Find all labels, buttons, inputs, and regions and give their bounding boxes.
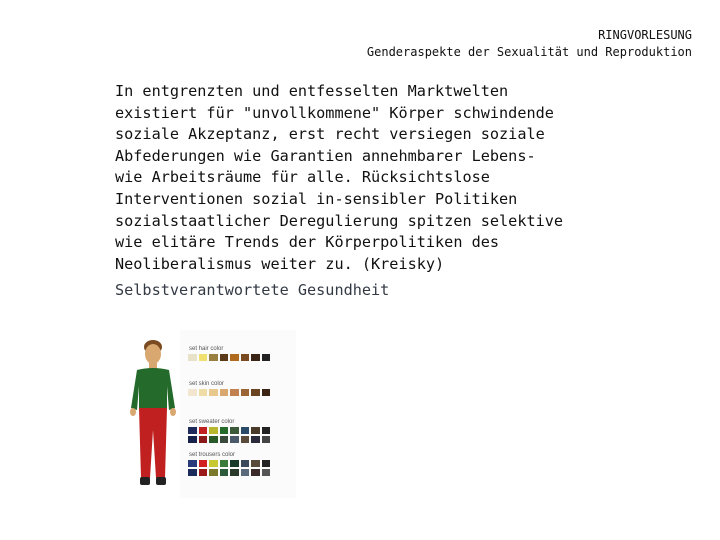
swatch [251,427,260,434]
swatch [188,460,197,467]
quote-line: Abfederungen wie Garantien annehmbarer Lebens- [115,146,536,165]
swatch [230,427,239,434]
swatch [199,436,208,443]
figure-trousers [139,408,167,478]
quote-paragraph [115,81,615,275]
swatch [262,389,271,396]
swatch [230,436,239,443]
figure-hand-right [170,408,176,416]
trousers-color-swatches-row2 [188,469,270,476]
swatch [188,427,197,434]
swatch [188,389,197,396]
header-title: RINGVORLESUNG [598,28,692,42]
swatch [241,427,250,434]
figure-shoe-right [156,477,166,485]
quote-line: Neoliberalismus weiter zu. (Kreisky) [115,254,445,273]
figure-sweater [131,368,175,410]
swatch [220,354,229,361]
figure-shoe-left [140,477,150,485]
quote-line: Interventionen sozial in-sensibler Politiken [115,189,518,208]
swatch [188,469,197,476]
figure-head [145,344,161,364]
quote-line: wie elitäre Trends der Körperpolitiken des [115,233,500,252]
header-subtitle: Genderaspekte der Sexualität und Reproduktion [366,45,692,59]
skin-color-label: set skin color [189,381,225,387]
header [367,27,692,61]
swatch [262,460,271,467]
swatch [209,427,218,434]
swatch [199,354,208,361]
quote-line: wie Arbeitsräume für alle. Rücksichtslose [115,168,490,187]
swatch [230,389,239,396]
swatch [241,436,250,443]
swatch [230,460,239,467]
figure-hand-left [130,408,136,416]
swatch [220,427,229,434]
section-subtitle: Selbstverantwortete Gesundheit [115,281,390,299]
skin-color-swatches [188,389,270,396]
quote-line: In entgrenzten und entfesselten Marktwelten [115,82,509,100]
swatch [199,389,208,396]
swatch [199,469,208,476]
swatch [220,389,229,396]
hair-color-label: set hair color [189,346,224,352]
swatch [199,460,208,467]
swatch [251,469,260,476]
person-figure [125,330,180,498]
swatch [241,389,250,396]
trousers-color-label: set trousers color [189,452,236,458]
swatch [251,436,260,443]
swatch [220,460,229,467]
sweater-color-swatches [188,427,270,434]
hair-color-swatches [188,354,270,361]
quote-line: existiert für "unvollkommene" Körper schwindende [115,103,554,122]
swatch [262,469,271,476]
swatch [251,460,260,467]
swatch [230,469,239,476]
quote-line: sozialstaatlicher Deregulierung spitzen selektive [115,211,564,230]
avatar-customizer-image [125,330,300,498]
quote-line: soziale Akzeptanz, erst recht versiegen soziale [115,125,545,144]
sweater-color-label: set sweater color [189,419,235,425]
swatch [209,436,218,443]
swatch [209,469,218,476]
swatch [241,460,250,467]
swatch [241,469,250,476]
swatch [188,354,197,361]
swatch [230,354,239,361]
sweater-color-swatches-row2 [188,436,270,443]
swatch [262,354,271,361]
trousers-color-swatches [188,460,270,467]
swatch [220,469,229,476]
swatch [251,354,260,361]
swatch [220,436,229,443]
swatch [251,389,260,396]
swatch [209,354,218,361]
swatch [188,436,197,443]
swatch [199,427,208,434]
swatch [209,460,218,467]
swatch [241,354,250,361]
swatch [209,389,218,396]
swatch [262,436,271,443]
swatch [262,427,271,434]
